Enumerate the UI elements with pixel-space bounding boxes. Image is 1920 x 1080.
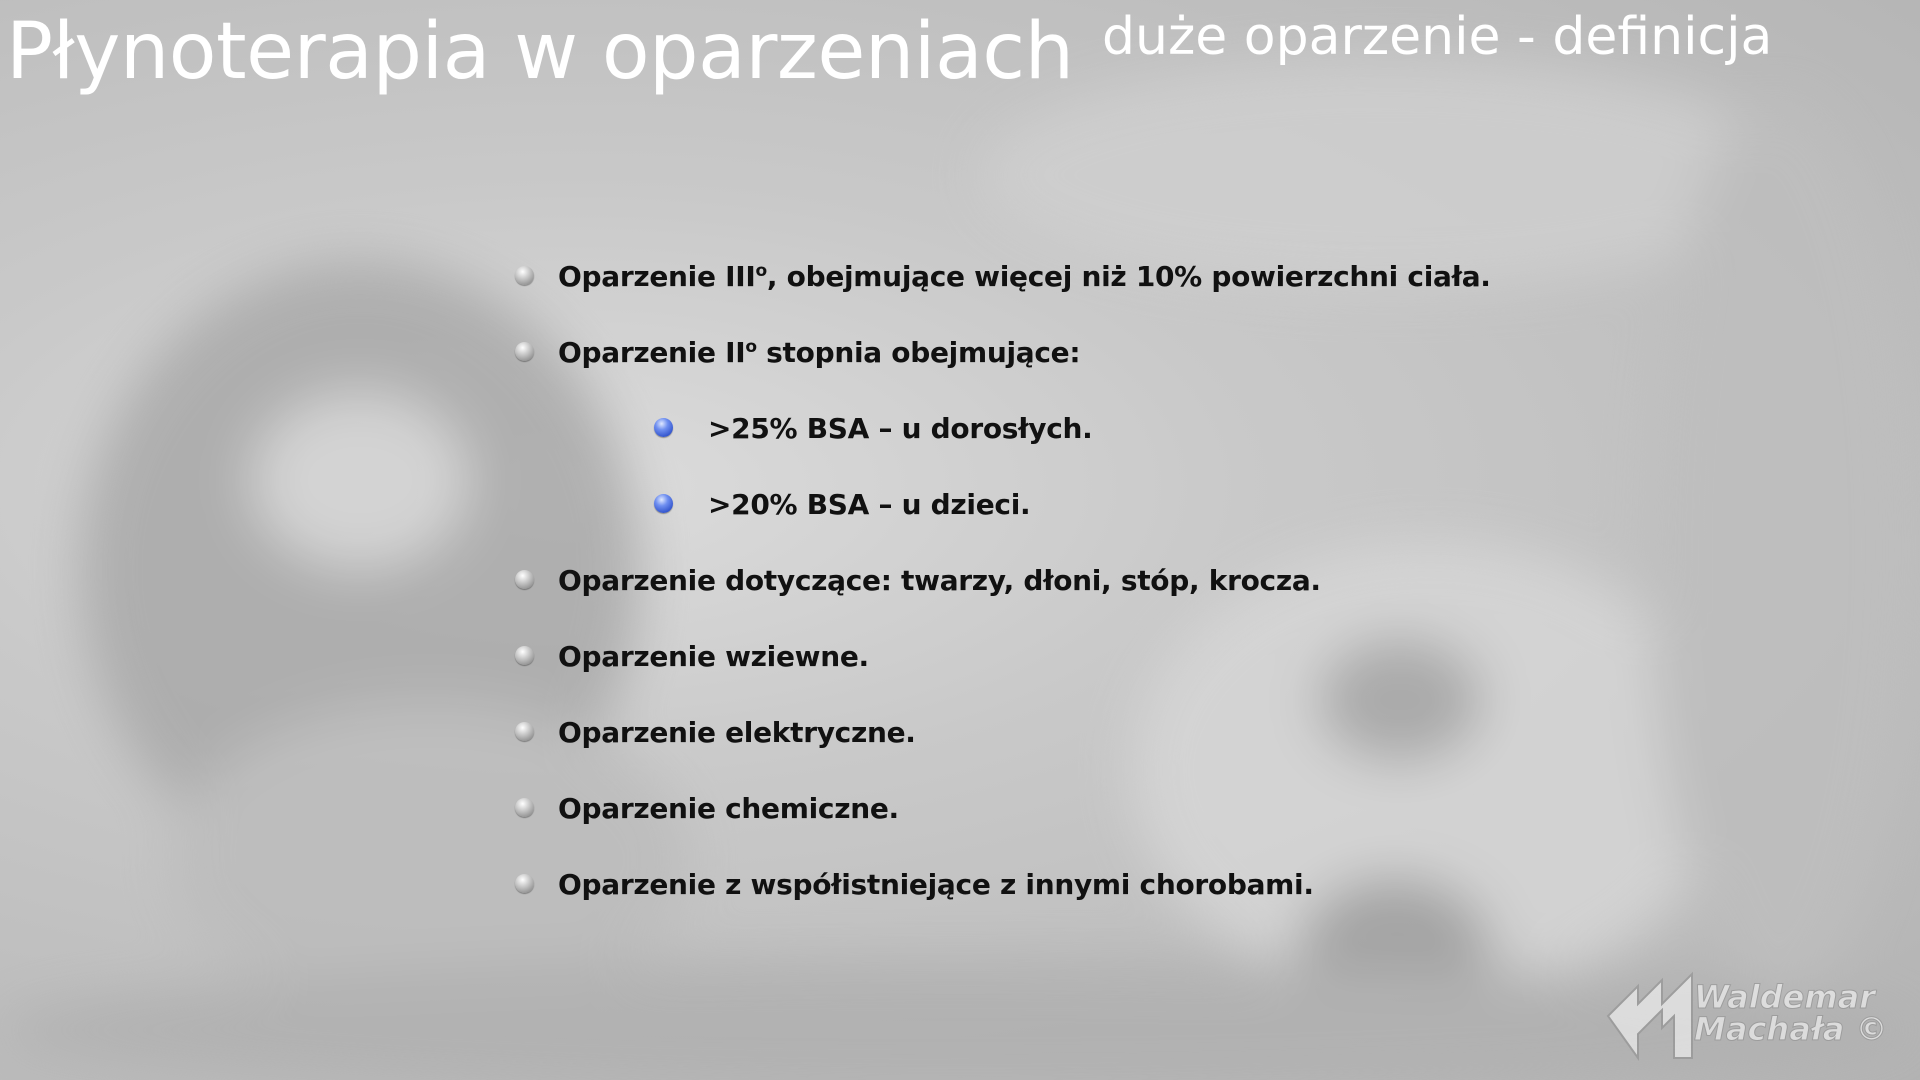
watermark-logo xyxy=(1604,970,1904,1062)
bullet-icon xyxy=(515,798,534,817)
bullet-list xyxy=(512,238,1612,922)
list-item: Oparzenie dotyczące: twarzy, dłoni, stóp, krocza. xyxy=(512,542,1612,618)
bullet-icon xyxy=(515,570,534,589)
list-subitem: >20% BSA – u dzieci. xyxy=(512,466,1612,542)
bullet-icon xyxy=(515,874,534,893)
list-item: Oparzenie wziewne. xyxy=(512,618,1612,694)
bullet-icon xyxy=(515,266,534,285)
bullet-icon xyxy=(515,342,534,361)
list-item: Oparzenie chemiczne. xyxy=(512,770,1612,846)
wm-logo-icon xyxy=(1604,970,1696,1062)
list-item: Oparzenie $II^o$ stopnia obejmujące: xyxy=(512,314,1612,390)
list-item: Oparzenie elektryczne. xyxy=(512,694,1612,770)
blue-bullet-icon xyxy=(654,418,673,437)
bullet-icon xyxy=(515,722,534,741)
slide-subtitle: duże oparzenie - definicja xyxy=(1102,7,1773,67)
bullet-icon xyxy=(515,646,534,665)
slide-title: Płynoterapia w oparzeniach xyxy=(6,7,1074,97)
blue-bullet-icon xyxy=(654,494,673,513)
list-subitem: >25% BSA – u dorosłych. xyxy=(512,390,1612,466)
logo-name-line2: Machała © xyxy=(1694,1010,1888,1048)
list-item: Oparzenie III$^o$, obejmujące więcej niż 10% powierzchni ciała. xyxy=(512,238,1612,314)
list-item: Oparzenie z współistniejące z innymi chorobami. xyxy=(512,846,1612,922)
logo-name-line1: Waldemar xyxy=(1694,978,1876,1016)
